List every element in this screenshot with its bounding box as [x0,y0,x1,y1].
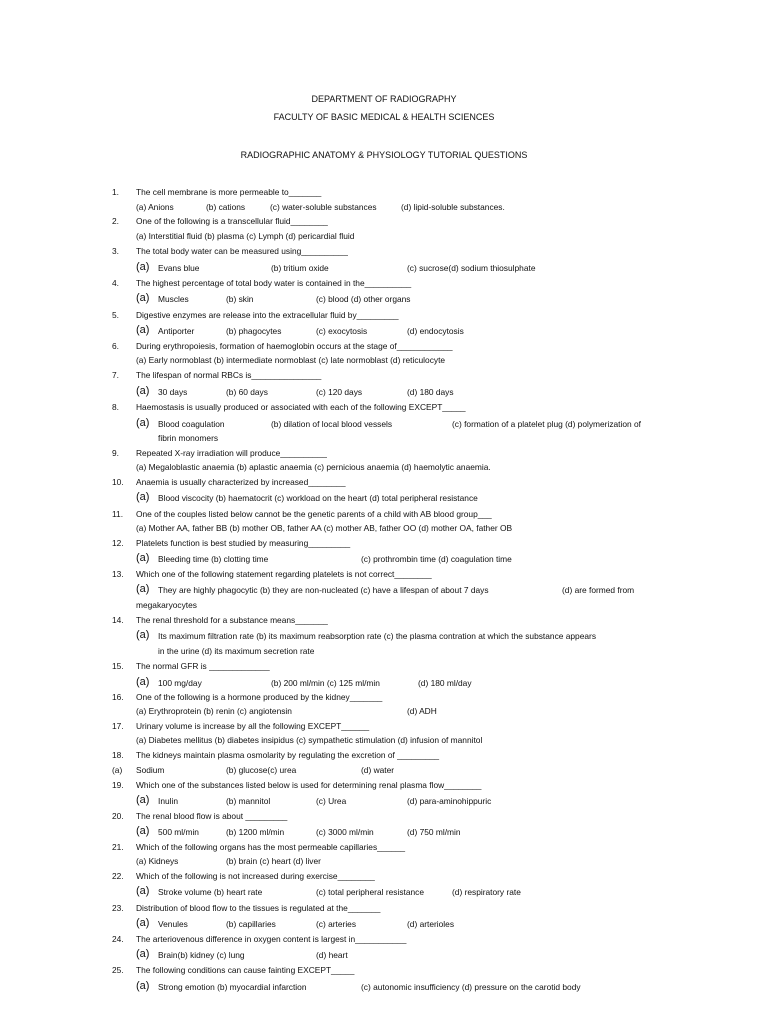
option: Blood coagulation [158,419,225,429]
option: Stroke volume (b) heart rate [158,887,263,897]
question-text: During erythropoiesis, formation of haemoglobin occurs at the stage of____________ [136,341,453,351]
question-text: Repeated X-ray irradiation will produce__________ [136,448,327,458]
question-text: The cell membrane is more permeable to_______ [136,187,322,197]
question-number: 3. [112,246,119,256]
option-marker: (a) [136,324,150,336]
question-number: 17. [112,721,124,731]
question-text: Urinary volume is increase by all the following EXCEPT______ [136,721,370,731]
option: (c) 3000 ml/min [316,827,374,837]
question-text: The renal threshold for a substance means_______ [136,615,328,625]
option: (a) Anions [136,202,174,212]
question-number: 24. [112,934,124,944]
question-number: 1. [112,187,119,197]
option: Sodium [136,765,165,775]
option: Inulin [158,796,179,806]
question-text: The arteriovenous difference in oxygen content is largest in___________ [136,934,407,944]
question-number: 23. [112,903,124,913]
question-text: The total body water can be measured using__________ [136,246,348,256]
question-text: One of the couples listed below cannot be the genetic parents of a child with AB blood group___ [136,509,492,519]
option: (d) ADH [407,706,437,716]
question-text: One of the following is a transcellular fluid________ [136,216,328,226]
question-number: 7. [112,370,119,380]
question-text: Haemostasis is usually produced or associated with each of the following EXCEPT_____ [136,402,466,412]
option: (b) glucose(c) urea [226,765,297,775]
question-text: Which one of the substances listed below is used for determining renal plasma flow________ [136,780,482,790]
option: (d) are formed from [562,585,635,595]
option: (d) water [361,765,395,775]
option: (d) respiratory rate [452,887,521,897]
option: (b) 60 days [226,387,268,397]
question-text: Distribution of blood flow to the tissues is regulated at the_______ [136,903,381,913]
option: Muscles [158,294,189,304]
option: (c) formation of a platelet plug (d) polymerization of [452,419,641,429]
question-number: 10. [112,477,124,487]
option: (d) lipid-soluble substances. [401,202,505,212]
option: (b) dilation of local blood vessels [271,419,393,429]
option: (d) arterioles [407,919,455,929]
option-marker: (a) [136,292,150,304]
question-text: The highest percentage of total body water is contained in the__________ [136,278,412,288]
option: (d) 180 days [407,387,454,397]
option: (b) skin [226,294,254,304]
option: (c) Urea [316,796,347,806]
question-text: Which of the following is not increased during exercise________ [136,871,375,881]
question-number: 9. [112,448,119,458]
question-number: 20. [112,811,124,821]
option: (a) Mother AA, father BB (b) mother OB, father AA (c) mother AB, father OO (d) mother OA, father OB [136,523,513,533]
question-text: The kidneys maintain plasma osmolarity by regulating the excretion of _________ [136,750,440,760]
option: (a) Diabetes mellitus (b) diabetes insipidus (c) sympathetic stimulation (d) infusion of mannitol [136,735,483,745]
option: (c) total peripheral resistance [316,887,424,897]
question-text: The renal blood flow is about _________ [136,811,288,821]
question-number: 13. [112,569,124,579]
question-number: 14. [112,615,124,625]
option-marker: (a) [136,980,150,992]
option: (d) heart [316,950,348,960]
option-marker: (a) [136,552,150,564]
option: (c) blood (d) other organs [316,294,411,304]
option: (b) cations [206,202,246,212]
option: Its maximum filtration rate (b) its maximum reabsorption rate (c) the plasma contration at which the substance appears [158,631,597,641]
option: (b) 1200 ml/min [226,827,285,837]
question-number: 25. [112,965,124,975]
option: (b) phagocytes [226,326,282,336]
question-number: 18. [112,750,124,760]
option: (a) Early normoblast (b) intermediate normoblast (c) late normoblast (d) reticulocyte [136,355,446,365]
option: Bleeding time (b) clotting time [158,554,269,564]
option: Blood viscocity (b) haematocrit (c) workload on the heart (d) total peripheral resistance [158,493,478,503]
option-marker: (a) [136,917,150,929]
option: (d) endocytosis [407,326,464,336]
option: (c) sucrose(d) sodium thiosulphate [407,263,536,273]
question-text: One of the following is a hormone produced by the kidney_______ [136,692,383,702]
option: (b) tritium oxide [271,263,329,273]
option: Antiporter [158,326,195,336]
option-continuation: fibrin monomers [158,433,219,443]
option-marker: (a) [136,261,150,273]
option: They are highly phagocytic (b) they are non-nucleated (c) have a lifespan of about 7 days [158,585,489,595]
option: Evans blue [158,263,200,273]
department-heading: DEPARTMENT OF RADIOGRAPHY [311,94,457,104]
option: (c) prothrombin time (d) coagulation time [361,554,512,564]
question-number: 16. [112,692,124,702]
question-number: 2. [112,216,119,226]
question-number: 11. [112,509,124,519]
document-title: RADIOGRAPHIC ANATOMY & PHYSIOLOGY TUTORIAL QUESTIONS [240,150,528,160]
question-text: Platelets function is best studied by measuring_________ [136,538,351,548]
option: (a) Megaloblastic anaemia (b) aplastic anaemia (c) pernicious anaemia (d) haemolytic anaemia. [136,462,491,472]
faculty-heading: FACULTY OF BASIC MEDICAL & HEALTH SCIENCES [273,112,495,122]
option-marker: (a) [136,583,150,595]
question-text: The following conditions can cause fainting EXCEPT_____ [136,965,355,975]
option: (c) autonomic insufficiency (d) pressure on the carotid body [361,982,581,992]
question-number: 19. [112,780,124,790]
option: Strong emotion (b) myocardial infarction [158,982,307,992]
option-continuation: megakaryocytes [136,600,197,610]
option-marker: (a) [136,629,150,641]
option: (d) 180 ml/day [418,678,472,688]
question-number: 6. [112,341,119,351]
question-number: 4. [112,278,119,288]
option-marker: (a) [136,491,150,503]
option: (c) 120 days [316,387,363,397]
option: (a) Kidneys [136,856,179,866]
option: (a) Erythroprotein (b) renin (c) angiotensin [136,706,292,716]
option: Venules [158,919,188,929]
question-number: 15. [112,661,124,671]
question-text: The normal GFR is _____________ [136,661,270,671]
option-marker: (a) [136,948,150,960]
question-text: Which one of the following statement regarding platelets is not correct________ [136,569,432,579]
option: (b) brain (c) heart (d) liver [226,856,321,866]
option-marker: (a) [136,794,150,806]
question-text: The lifespan of normal RBCs is_______________ [136,370,322,380]
option: 30 days [158,387,188,397]
option-marker: (a) [136,676,150,688]
option: (c) water-soluble substances [270,202,377,212]
option-continuation: in the urine (d) its maximum secretion rate [158,646,315,656]
question-number: 21. [112,842,124,852]
option: (d) para-aminohippuric [407,796,492,806]
option-marker: (a) [136,825,150,837]
question-text: Which of the following organs has the most permeable capillaries______ [136,842,406,852]
option: 500 ml/min [158,827,199,837]
option-marker: (a) [136,417,150,429]
option: (b) mannitol [226,796,271,806]
option: (b) 200 ml/min (c) 125 ml/min [271,678,380,688]
option: (d) 750 ml/min [407,827,461,837]
option: (b) capillaries [226,919,276,929]
option-marker: (a) [136,885,150,897]
question-number: 5. [112,310,119,320]
question-number: 8. [112,402,119,412]
option: (c) arteries [316,919,357,929]
question-text: Anaemia is usually characterized by increased________ [136,477,346,487]
question-number: 22. [112,871,124,881]
option: 100 mg/day [158,678,202,688]
option: (a) Interstitial fluid (b) plasma (c) Lymph (d) pericardial fluid [136,231,355,241]
option: Brain(b) kidney (c) lung [158,950,245,960]
option: (c) exocytosis [316,326,368,336]
question-number: 12. [112,538,124,548]
question-text: Digestive enzymes are release into the extracellular fluid by_________ [136,310,399,320]
option-marker: (a) [136,385,150,397]
option: (a) [112,765,123,775]
